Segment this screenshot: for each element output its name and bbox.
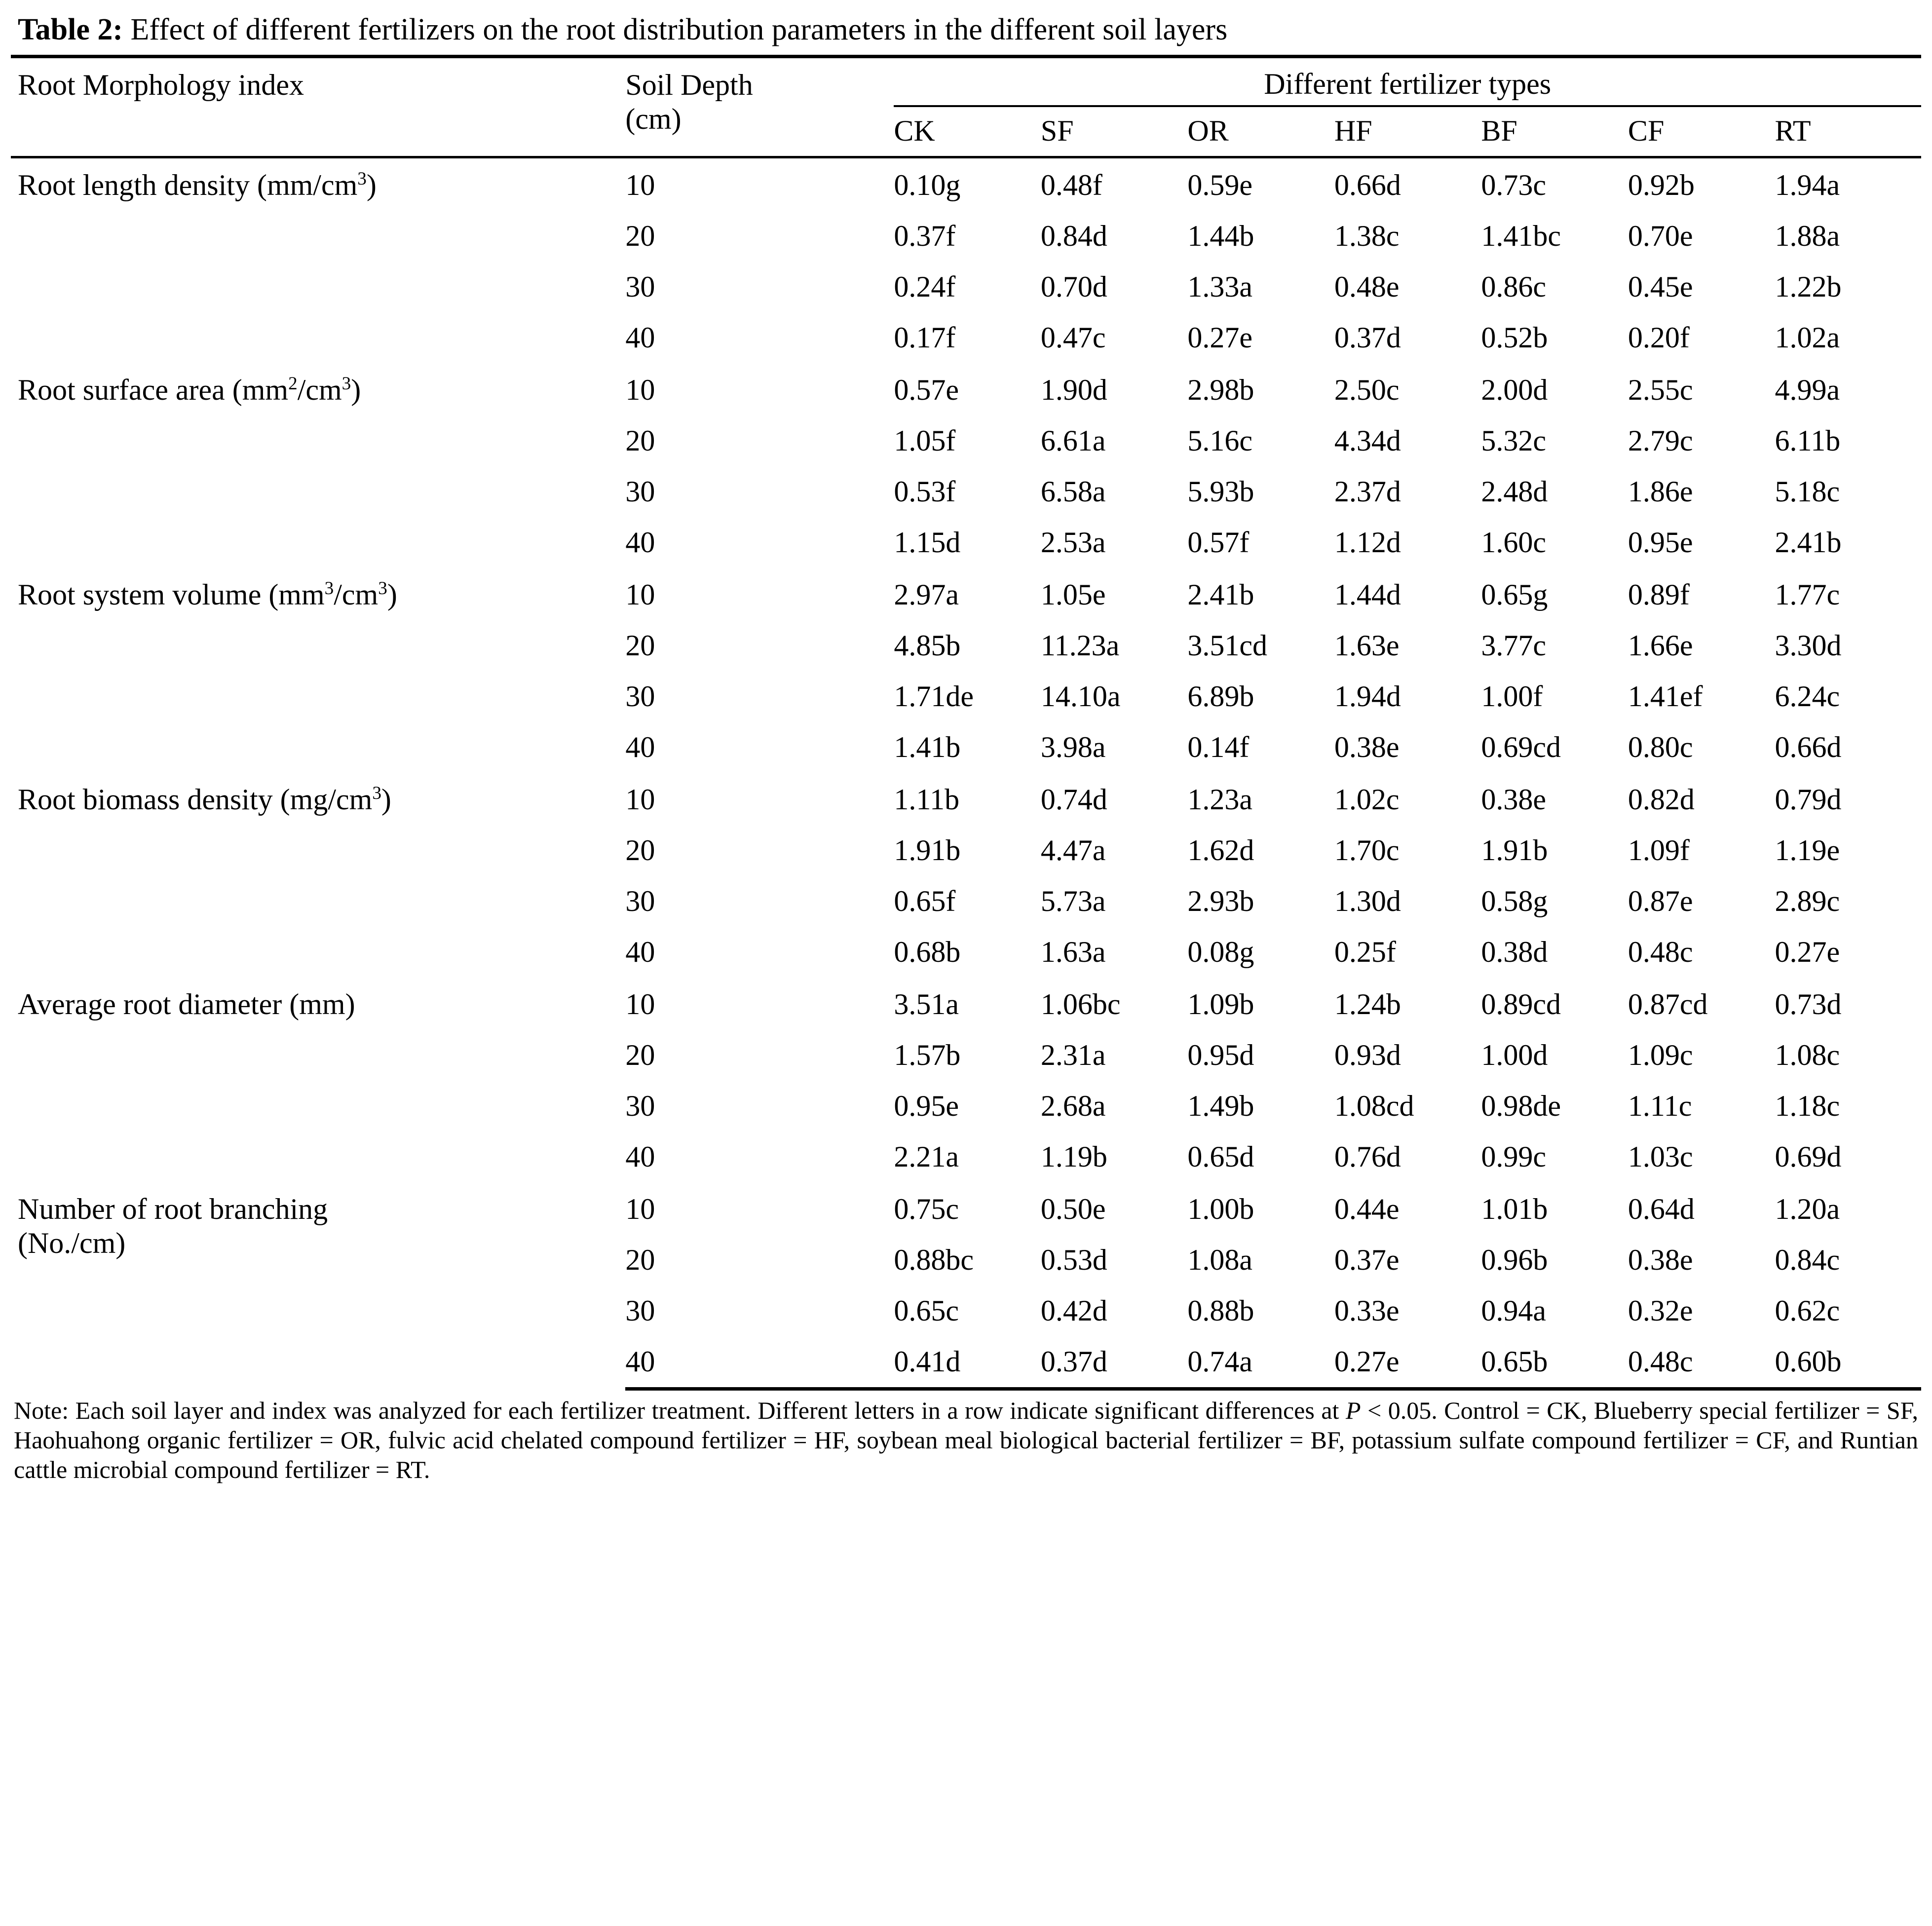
cell-value: 0.70e bbox=[1628, 220, 1693, 253]
cell-value: 0.37f bbox=[894, 220, 956, 253]
cell-value: 5.93b bbox=[1187, 475, 1254, 508]
cell-value: 1.44d bbox=[1334, 578, 1401, 611]
cell-value: 1.63a bbox=[1040, 936, 1106, 969]
cell-value: 0.98de bbox=[1481, 1090, 1561, 1123]
cell-value: 1.49b bbox=[1187, 1090, 1254, 1123]
index-text-tail: ) bbox=[381, 783, 391, 816]
cell-value: 1.41ef bbox=[1628, 680, 1703, 713]
cell-value: 0.38d bbox=[1481, 936, 1548, 969]
cell-value: 2.41b bbox=[1775, 526, 1842, 559]
cell-value: 2.93b bbox=[1187, 885, 1254, 918]
cell-value: 14.10a bbox=[1040, 680, 1121, 713]
cell-value: 5.16c bbox=[1187, 424, 1253, 457]
cell-value: 1.12d bbox=[1334, 526, 1401, 559]
cell-value: 2.41b bbox=[1187, 578, 1254, 611]
cell-value: 0.95d bbox=[1187, 1039, 1254, 1072]
cell-value: 0.94a bbox=[1481, 1294, 1547, 1327]
cell-value: 6.89b bbox=[1187, 680, 1254, 713]
cell-value: 2.53a bbox=[1040, 526, 1106, 559]
cell-value: 0.50e bbox=[1040, 1193, 1106, 1226]
cell-value: 0.84d bbox=[1040, 220, 1107, 253]
cell-value: 2.37d bbox=[1334, 475, 1401, 508]
cell-value: 0.80c bbox=[1628, 731, 1693, 764]
cell-value: 11.23a bbox=[1040, 629, 1120, 662]
index-text-tail: ) bbox=[387, 578, 397, 611]
cell-value: 4.85b bbox=[894, 629, 961, 662]
cell-value: 0.69d bbox=[1775, 1140, 1842, 1173]
cell-value: 2.97a bbox=[894, 578, 959, 611]
cell-value: 1.38c bbox=[1334, 220, 1400, 253]
table-row bbox=[11, 568, 1921, 620]
cell-value: 1.88a bbox=[1775, 220, 1840, 253]
index-text: Root length density (mm/cm bbox=[18, 169, 358, 202]
cell-value: 0.41d bbox=[894, 1336, 1041, 1389]
cell-value: 2.21a bbox=[894, 1140, 959, 1173]
cell-value: 0.87e bbox=[1628, 885, 1693, 918]
cell-depth: 40 bbox=[625, 321, 655, 354]
table-row bbox=[11, 157, 1921, 211]
index-superscript: 3 bbox=[372, 783, 381, 804]
cell-value: 0.89cd bbox=[1481, 988, 1561, 1021]
cell-value: 1.94d bbox=[1334, 680, 1401, 713]
index-superscript: 3 bbox=[324, 578, 334, 599]
cell-value: 0.53f bbox=[894, 475, 956, 508]
cell-depth: 20 bbox=[625, 424, 655, 457]
cell-value: 1.41b bbox=[894, 731, 961, 764]
cell-value: 0.62c bbox=[1775, 1294, 1840, 1327]
cell-value: 0.65c bbox=[894, 1294, 959, 1327]
cell-value: 1.41bc bbox=[1481, 220, 1561, 253]
header-fertilizer-or: OR bbox=[1187, 106, 1334, 157]
row-index-number-of-root-branching bbox=[11, 1182, 625, 1389]
cell-value: 0.92b bbox=[1628, 157, 1775, 211]
index-superscript-2: 3 bbox=[341, 374, 351, 394]
cell-value: 1.05e bbox=[1040, 578, 1106, 611]
cell-value: 1.94a bbox=[1775, 157, 1921, 211]
cell-value: 4.47a bbox=[1040, 834, 1106, 867]
cell-value: 0.74a bbox=[1187, 1336, 1334, 1389]
cell-value: 0.37d bbox=[1041, 1336, 1188, 1389]
root-distribution-table bbox=[11, 55, 1921, 1391]
cell-value: 2.79c bbox=[1628, 424, 1693, 457]
row-index-root-surface-area bbox=[11, 363, 625, 568]
header-fertilizer-cf: CF bbox=[1628, 106, 1775, 157]
cell-value: 2.00d bbox=[1481, 374, 1548, 407]
cell-value: 0.10g bbox=[894, 157, 1041, 211]
cell-value: 1.91b bbox=[894, 834, 961, 867]
cell-value: 6.61a bbox=[1040, 424, 1106, 457]
index-text: Number of root branching bbox=[18, 1193, 328, 1226]
note-line1-prefix: Note: Each soil layer and index was analyzed for each fertilizer treatment. Different letters in a row indicate significant differences at bbox=[14, 1397, 1346, 1425]
cell-depth: 30 bbox=[625, 885, 655, 918]
cell-value: 1.18c bbox=[1775, 1090, 1840, 1123]
cell-value: 0.86c bbox=[1481, 270, 1547, 303]
cell-value: 6.58a bbox=[1040, 475, 1106, 508]
caption-label: Table 2: bbox=[18, 13, 123, 46]
cell-depth: 40 bbox=[625, 526, 655, 559]
row-index-root-biomass-density bbox=[11, 773, 625, 978]
cell-value: 0.37d bbox=[1334, 321, 1401, 354]
cell-value: 6.11b bbox=[1775, 424, 1841, 457]
cell-depth: 40 bbox=[625, 731, 655, 764]
cell-value: 0.82d bbox=[1628, 783, 1695, 816]
cell-value: 2.50c bbox=[1334, 374, 1400, 407]
index-superscript: 2 bbox=[288, 374, 298, 394]
cell-value: 3.51a bbox=[894, 988, 959, 1021]
row-index-root-system-volume bbox=[11, 568, 625, 773]
cell-value: 0.66d bbox=[1775, 731, 1842, 764]
cell-depth: 40 bbox=[625, 936, 655, 969]
cell-value: 1.44b bbox=[1187, 220, 1254, 253]
cell-value: 1.30d bbox=[1334, 885, 1401, 918]
header-soil-depth-line1: Soil Depth bbox=[625, 69, 753, 102]
header-fertilizer-bf: BF bbox=[1481, 106, 1628, 157]
cell-value: 1.06bc bbox=[1040, 988, 1121, 1021]
cell-value: 0.76d bbox=[1334, 1140, 1401, 1173]
cell-value: 1.62d bbox=[1187, 834, 1254, 867]
cell-value: 3.77c bbox=[1481, 629, 1547, 662]
cell-value: 0.93d bbox=[1334, 1039, 1401, 1072]
cell-value: 1.00b bbox=[1187, 1193, 1254, 1226]
cell-value: 0.17f bbox=[894, 321, 956, 354]
cell-depth: 20 bbox=[625, 1039, 655, 1072]
cell-value: 0.58g bbox=[1481, 885, 1548, 918]
cell-value: 0.38e bbox=[1628, 1244, 1693, 1277]
cell-value: 0.25f bbox=[1334, 936, 1396, 969]
cell-value: 0.33e bbox=[1334, 1294, 1400, 1327]
cell-value: 1.09f bbox=[1628, 834, 1690, 867]
cell-value: 0.53d bbox=[1040, 1244, 1107, 1277]
cell-value: 1.02c bbox=[1334, 783, 1400, 816]
index-text-line2: (No./cm) bbox=[18, 1227, 126, 1260]
cell-value: 1.15d bbox=[894, 526, 961, 559]
table-row bbox=[11, 1182, 1921, 1235]
cell-value: 2.98b bbox=[1187, 374, 1254, 407]
cell-value: 0.38e bbox=[1481, 783, 1547, 816]
cell-value: 1.66e bbox=[1628, 629, 1693, 662]
row-index-root-length-density bbox=[11, 157, 625, 364]
cell-value: 0.73d bbox=[1775, 988, 1842, 1021]
cell-value: 3.98a bbox=[1040, 731, 1106, 764]
cell-value: 0.24f bbox=[894, 270, 956, 303]
cell-depth: 20 bbox=[625, 220, 655, 253]
table-head bbox=[11, 57, 1921, 157]
cell-value: 0.73c bbox=[1481, 157, 1628, 211]
cell-value: 0.89f bbox=[1628, 578, 1690, 611]
index-text-mid: /cm bbox=[334, 578, 379, 611]
index-text: Root biomass density (mg/cm bbox=[18, 783, 373, 816]
cell-value: 0.70d bbox=[1040, 270, 1107, 303]
cell-value: 5.18c bbox=[1775, 475, 1840, 508]
cell-value: 0.84c bbox=[1775, 1244, 1840, 1277]
cell-value: 1.11b bbox=[894, 783, 960, 816]
cell-value: 0.37e bbox=[1334, 1244, 1400, 1277]
cell-value: 0.79d bbox=[1775, 783, 1842, 816]
cell-value: 2.48d bbox=[1481, 475, 1548, 508]
cell-value: 1.01b bbox=[1481, 1193, 1548, 1226]
cell-value: 0.95e bbox=[1628, 526, 1693, 559]
cell-value: 1.20a bbox=[1775, 1193, 1840, 1226]
cell-value: 1.02a bbox=[1775, 321, 1840, 354]
cell-value: 1.19b bbox=[1040, 1140, 1107, 1173]
cell-value: 0.48c bbox=[1628, 936, 1693, 969]
cell-value: 0.68b bbox=[894, 936, 961, 969]
index-text: Average root diameter (mm) bbox=[18, 988, 355, 1021]
cell-value: 0.47c bbox=[1040, 321, 1106, 354]
cell-value: 0.57e bbox=[894, 374, 959, 407]
cell-value: 4.34d bbox=[1334, 424, 1401, 457]
table-row bbox=[11, 978, 1921, 1030]
cell-value: 1.00d bbox=[1481, 1039, 1548, 1072]
header-soil-depth-line2: (cm) bbox=[625, 103, 682, 136]
cell-value: 4.99a bbox=[1775, 374, 1840, 407]
cell-value: 0.65f bbox=[894, 885, 956, 918]
cell-value: 1.90d bbox=[1040, 374, 1107, 407]
header-fertilizer-sf: SF bbox=[1041, 106, 1188, 157]
cell-value: 1.08cd bbox=[1334, 1090, 1414, 1123]
cell-value: 0.42d bbox=[1040, 1294, 1107, 1327]
cell-value: 3.30d bbox=[1775, 629, 1842, 662]
cell-value: 1.70c bbox=[1334, 834, 1400, 867]
cell-value: 1.08c bbox=[1775, 1039, 1840, 1072]
cell-depth: 10 bbox=[625, 988, 655, 1021]
table-body bbox=[11, 157, 1921, 1389]
cell-value: 1.08a bbox=[1187, 1244, 1253, 1277]
cell-value: 1.86e bbox=[1628, 475, 1693, 508]
cell-depth: 30 bbox=[625, 680, 655, 713]
cell-value: 1.05f bbox=[894, 424, 956, 457]
cell-depth: 10 bbox=[625, 157, 894, 211]
caption-text: Effect of different fertilizers on the root distribution parameters in the different soil layers bbox=[130, 13, 1228, 46]
cell-value: 0.99c bbox=[1481, 1140, 1547, 1173]
cell-value: 1.00f bbox=[1481, 680, 1543, 713]
cell-value: 0.65d bbox=[1187, 1140, 1254, 1173]
cell-depth: 10 bbox=[625, 783, 655, 816]
cell-depth: 10 bbox=[625, 374, 655, 407]
cell-value: 5.32c bbox=[1481, 424, 1547, 457]
cell-value: 2.68a bbox=[1040, 1090, 1106, 1123]
index-text: Root system volume (mm bbox=[18, 578, 325, 611]
note-p-symbol: P bbox=[1345, 1397, 1361, 1425]
header-fertilizer-ck: CK bbox=[894, 106, 1041, 157]
note-abbreviations: Control = CK, Blueberry special fertilizer = SF, Haohuahong organic fertilizer = OR, fulvic acid chelated compound fertilizer = HF, soybean meal biological bacterial fertilizer = BF, potassium sulfate compound fertilizer = CF, and Runtian cattle microbial compound fertilizer = RT. bbox=[14, 1397, 1919, 1484]
cell-value: 2.31a bbox=[1040, 1039, 1106, 1072]
cell-value: 0.65b bbox=[1481, 1336, 1628, 1389]
cell-value: 1.09c bbox=[1628, 1039, 1693, 1072]
cell-value: 1.11c bbox=[1628, 1090, 1692, 1123]
table-row bbox=[11, 773, 1921, 825]
cell-value: 0.75c bbox=[894, 1193, 959, 1226]
cell-value: 1.63e bbox=[1334, 629, 1400, 662]
cell-depth: 30 bbox=[625, 475, 655, 508]
cell-depth: 10 bbox=[625, 1193, 655, 1226]
cell-depth: 30 bbox=[625, 270, 655, 303]
header-root-morphology-index: Root Morphology index bbox=[11, 57, 625, 157]
cell-value: 1.09b bbox=[1187, 988, 1254, 1021]
cell-value: 0.32e bbox=[1628, 1294, 1693, 1327]
cell-value: 1.60c bbox=[1481, 526, 1547, 559]
cell-value: 1.91b bbox=[1481, 834, 1548, 867]
cell-value: 0.48c bbox=[1628, 1336, 1775, 1389]
index-text-tail: ) bbox=[351, 374, 361, 407]
cell-value: 6.24c bbox=[1775, 680, 1840, 713]
cell-depth: 30 bbox=[625, 1090, 655, 1123]
cell-value: 0.48f bbox=[1041, 157, 1188, 211]
cell-value: 0.60b bbox=[1775, 1336, 1921, 1389]
cell-value: 0.64d bbox=[1628, 1193, 1695, 1226]
header-fertilizer-rt: RT bbox=[1775, 106, 1921, 157]
cell-value: 1.24b bbox=[1334, 988, 1401, 1021]
cell-value: 0.59e bbox=[1187, 157, 1334, 211]
cell-value: 3.51cd bbox=[1187, 629, 1268, 662]
cell-depth: 20 bbox=[625, 1244, 655, 1277]
cell-value: 1.77c bbox=[1775, 578, 1840, 611]
header-fertilizer-group: Different fertilizer types bbox=[894, 57, 1921, 107]
cell-value: 0.14f bbox=[1187, 731, 1250, 764]
index-text: Root surface area (mm bbox=[18, 374, 289, 407]
cell-value: 0.95e bbox=[894, 1090, 959, 1123]
cell-depth: 20 bbox=[625, 834, 655, 867]
index-superscript-2: 3 bbox=[378, 578, 387, 599]
cell-value: 1.57b bbox=[894, 1039, 961, 1072]
cell-value: 0.96b bbox=[1481, 1244, 1548, 1277]
table-note bbox=[11, 1391, 1921, 1484]
table-row bbox=[11, 363, 1921, 415]
cell-value: 0.27e bbox=[1775, 936, 1840, 969]
cell-value: 1.19e bbox=[1775, 834, 1840, 867]
cell-value: 0.87cd bbox=[1628, 988, 1708, 1021]
cell-value: 0.88bc bbox=[894, 1244, 974, 1277]
cell-value: 0.27e bbox=[1334, 1336, 1481, 1389]
index-superscript: 3 bbox=[357, 169, 367, 189]
cell-value: 0.74d bbox=[1040, 783, 1107, 816]
cell-value: 0.52b bbox=[1481, 321, 1548, 354]
cell-value: 0.44e bbox=[1334, 1193, 1400, 1226]
cell-value: 0.69cd bbox=[1481, 731, 1561, 764]
table-caption bbox=[18, 12, 1921, 48]
header-fertilizer-hf: HF bbox=[1334, 106, 1481, 157]
cell-depth: 40 bbox=[625, 1336, 894, 1389]
index-text-tail: ) bbox=[366, 169, 377, 202]
cell-value: 1.22b bbox=[1775, 270, 1842, 303]
header-soil-depth bbox=[625, 57, 894, 157]
cell-value: 0.45e bbox=[1628, 270, 1693, 303]
cell-value: 2.55c bbox=[1628, 374, 1693, 407]
cell-value: 0.66d bbox=[1334, 157, 1481, 211]
cell-value: 0.20f bbox=[1628, 321, 1690, 354]
cell-depth: 20 bbox=[625, 629, 655, 662]
cell-value: 0.88b bbox=[1187, 1294, 1254, 1327]
header-row-main bbox=[11, 57, 1921, 107]
cell-value: 0.08g bbox=[1187, 936, 1254, 969]
cell-value: 0.57f bbox=[1187, 526, 1250, 559]
cell-depth: 40 bbox=[625, 1140, 655, 1173]
cell-value: 2.89c bbox=[1775, 885, 1840, 918]
cell-value: 0.38e bbox=[1334, 731, 1400, 764]
note-line1-suffix: < 0.05. bbox=[1361, 1397, 1438, 1425]
cell-value: 5.73a bbox=[1040, 885, 1106, 918]
cell-value: 0.48e bbox=[1334, 270, 1400, 303]
row-index-average-root-diameter bbox=[11, 978, 625, 1182]
cell-value: 1.23a bbox=[1187, 783, 1253, 816]
cell-value: 0.27e bbox=[1187, 321, 1253, 354]
cell-value: 0.65g bbox=[1481, 578, 1548, 611]
cell-depth: 30 bbox=[625, 1294, 655, 1327]
cell-value: 1.33a bbox=[1187, 270, 1253, 303]
cell-value: 1.71de bbox=[894, 680, 974, 713]
index-text-mid: /cm bbox=[297, 374, 342, 407]
cell-depth: 10 bbox=[625, 578, 655, 611]
cell-value: 1.03c bbox=[1628, 1140, 1693, 1173]
